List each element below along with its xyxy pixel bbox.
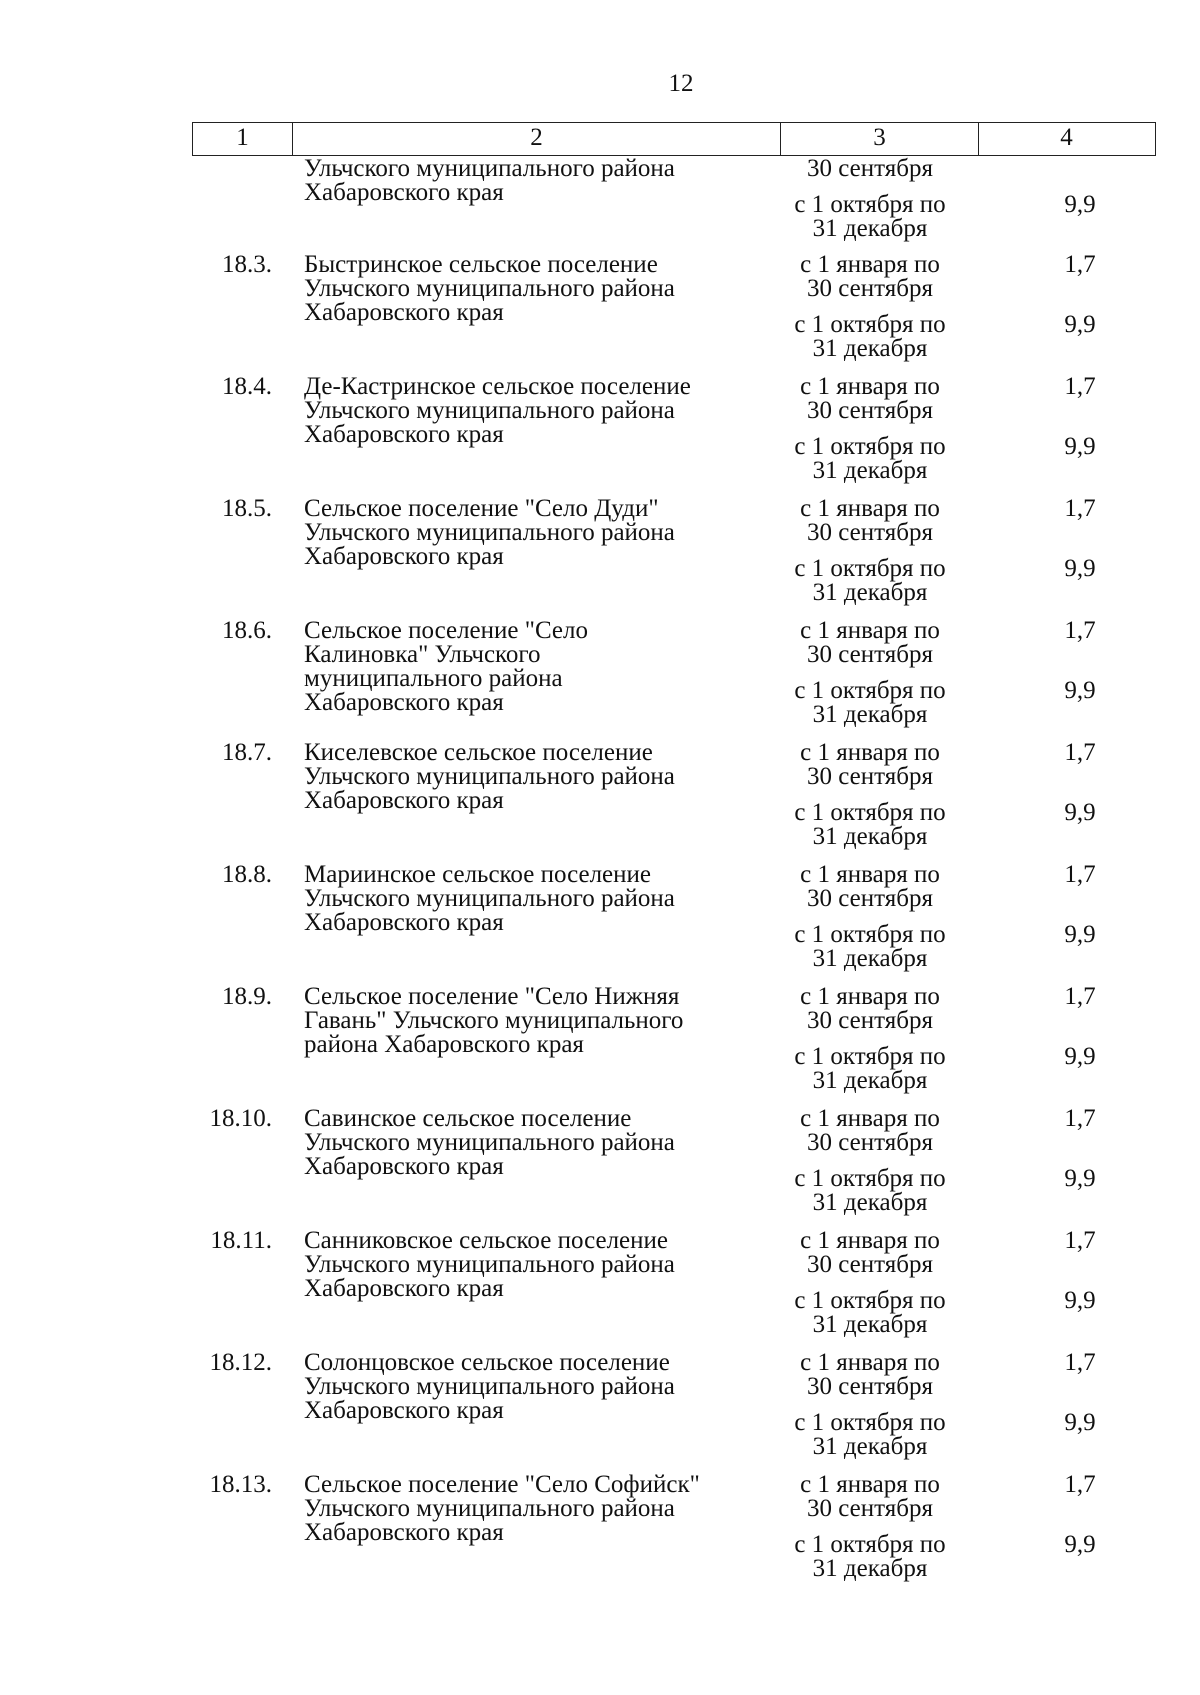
row-number: 18.7.	[222, 739, 272, 766]
period-1-line: 30 сентября	[807, 519, 933, 546]
column-header-2: 2	[293, 123, 781, 155]
period-1-line: с 1 января по	[800, 373, 940, 400]
column-header-3: 3	[781, 123, 979, 155]
period-1-line: с 1 января по	[800, 1227, 940, 1254]
settlement-name-line: Ульчского муниципального района	[304, 885, 675, 912]
rate-1: 1,7	[1064, 251, 1096, 278]
period-1-line: с 1 января по	[800, 739, 940, 766]
period-2-line: 31 декабря	[812, 1555, 928, 1582]
period-2-line: 31 декабря	[812, 701, 928, 728]
period-2-line: с 1 октября по	[794, 1287, 946, 1314]
period-1-line: 30 сентября	[807, 397, 933, 424]
row-number: 18.5.	[222, 495, 272, 522]
period-2-line: с 1 октября по	[794, 1043, 946, 1070]
rate-2: 9,9	[1064, 433, 1096, 460]
rate-1: 1,7	[1064, 983, 1096, 1010]
period-2-line: с 1 октября по	[794, 921, 946, 948]
rate-2: 9,9	[1064, 799, 1096, 826]
settlement-name-line: Хабаровского края	[304, 1519, 504, 1546]
rate-1: 1,7	[1064, 861, 1096, 888]
period-2-line: 31 декабря	[812, 945, 928, 972]
settlement-name-line: Сельское поселение "Село Софийск"	[304, 1471, 700, 1498]
settlement-name-line: Ульчского муниципального района	[304, 1495, 675, 1522]
settlement-name-line: Хабаровского края	[304, 421, 504, 448]
rate-2: 9,9	[1064, 1165, 1096, 1192]
page-number: 12	[668, 70, 694, 97]
period-1-line: 30 сентября	[807, 1251, 933, 1278]
settlement-name-line: Сельское поселение "Село	[304, 617, 589, 644]
period-2-line: 31 декабря	[812, 579, 928, 606]
period-2-line: с 1 октября по	[794, 1531, 946, 1558]
rate-2: 9,9	[1064, 311, 1096, 338]
continuation-name-line: Хабаровского края	[304, 179, 504, 206]
period-1-line: с 1 января по	[800, 495, 940, 522]
settlement-name-line: Быстринское сельское поселение	[304, 251, 658, 278]
continuation-period-2: с 1 октября по	[794, 191, 946, 218]
period-1-line: с 1 января по	[800, 251, 940, 278]
settlement-name-line: Савинское сельское поселение	[304, 1105, 632, 1132]
settlement-name-line: Сельское поселение "Село Дуди"	[304, 495, 659, 522]
period-1-line: 30 сентября	[807, 1495, 933, 1522]
period-2-line: 31 декабря	[812, 823, 928, 850]
continuation-name-line: Ульчского муниципального района	[304, 155, 675, 182]
settlement-name-line: Ульчского муниципального района	[304, 1251, 675, 1278]
settlement-name-line: Хабаровского края	[304, 787, 504, 814]
period-2-line: с 1 октября по	[794, 555, 946, 582]
column-header-4: 4	[1060, 124, 1073, 151]
period-2-line: с 1 октября по	[794, 311, 946, 338]
settlement-name-line: Хабаровского края	[304, 299, 504, 326]
period-1-line: 30 сентября	[807, 1129, 933, 1156]
period-2-line: с 1 октября по	[794, 1409, 946, 1436]
period-1-line: 30 сентября	[807, 1007, 933, 1034]
row-number: 18.9.	[222, 983, 272, 1010]
settlement-name-line: Ульчского муниципального района	[304, 763, 675, 790]
period-1-line: с 1 января по	[800, 983, 940, 1010]
continuation-period: 30 сентября	[807, 155, 933, 182]
rate-2: 9,9	[1064, 555, 1096, 582]
row-number: 18.4.	[222, 373, 272, 400]
row-number: 18.8.	[222, 861, 272, 888]
period-1-line: 30 сентября	[807, 763, 933, 790]
row-number: 18.13.	[209, 1471, 272, 1498]
settlement-name-line: Хабаровского края	[304, 1275, 504, 1302]
rate-1: 1,7	[1064, 1227, 1096, 1254]
rate-2: 9,9	[1064, 1531, 1096, 1558]
settlement-name-line: Ульчского муниципального района	[304, 519, 675, 546]
settlement-name-line: Де-Кастринское сельское поселение	[304, 373, 691, 400]
row-number: 18.12.	[209, 1349, 272, 1376]
settlement-name-line: Хабаровского края	[304, 689, 504, 716]
period-1-line: с 1 января по	[800, 1105, 940, 1132]
rate-1: 1,7	[1064, 617, 1096, 644]
rate-2: 9,9	[1064, 677, 1096, 704]
settlement-name-line: Сельское поселение "Село Нижняя	[304, 983, 680, 1010]
rate-2: 9,9	[1064, 1409, 1096, 1436]
rate-1: 1,7	[1064, 1105, 1096, 1132]
period-1-line: с 1 января по	[800, 1349, 940, 1376]
settlement-name-line: Калиновка" Ульчского	[304, 641, 541, 668]
settlement-name-line: района Хабаровского края	[304, 1031, 584, 1058]
period-2-line: 31 декабря	[812, 1189, 928, 1216]
settlement-name-line: Хабаровского края	[304, 909, 504, 936]
settlement-name-line: Гавань" Ульчского муниципального	[304, 1007, 684, 1034]
period-2-line: 31 декабря	[812, 1067, 928, 1094]
rate-2: 9,9	[1064, 1043, 1096, 1070]
period-2-line: с 1 октября по	[794, 799, 946, 826]
rate-1: 1,7	[1064, 1471, 1096, 1498]
period-2-line: 31 декабря	[812, 1433, 928, 1460]
settlement-name-line: Санниковское сельское поселение	[304, 1227, 668, 1254]
settlement-name-line: Киселевское сельское поселение	[304, 739, 653, 766]
period-2-line: 31 декабря	[812, 335, 928, 362]
row-number: 18.6.	[222, 617, 272, 644]
rate-2: 9,9	[1064, 1287, 1096, 1314]
settlement-name-line: Ульчского муниципального района	[304, 1373, 675, 1400]
settlement-name-line: Хабаровского края	[304, 543, 504, 570]
column-header-1: 1	[193, 123, 293, 155]
rate-2: 9,9	[1064, 921, 1096, 948]
settlement-name-line: Солонцовское сельское поселение	[304, 1349, 670, 1376]
period-1-line: с 1 января по	[800, 861, 940, 888]
period-1-line: 30 сентября	[807, 1373, 933, 1400]
period-2-line: с 1 октября по	[794, 1165, 946, 1192]
period-1-line: с 1 января по	[800, 1471, 940, 1498]
settlement-name-line: Хабаровского края	[304, 1153, 504, 1180]
period-2-line: с 1 октября по	[794, 677, 946, 704]
settlement-name-line: Хабаровского края	[304, 1397, 504, 1424]
period-2-line: с 1 октября по	[794, 433, 946, 460]
row-number: 18.11.	[210, 1227, 272, 1254]
settlement-name-line: Ульчского муниципального района	[304, 1129, 675, 1156]
rate-1: 1,7	[1064, 739, 1096, 766]
settlement-name-line: Ульчского муниципального района	[304, 275, 675, 302]
continuation-period-2: 31 декабря	[812, 215, 928, 242]
row-number: 18.10.	[209, 1105, 272, 1132]
settlement-name-line: Ульчского муниципального района	[304, 397, 675, 424]
period-1-line: 30 сентября	[807, 275, 933, 302]
rate-1: 1,7	[1064, 1349, 1096, 1376]
settlement-name-line: муниципального района	[304, 665, 563, 692]
settlement-name-line: Мариинское сельское поселение	[304, 861, 652, 888]
rate-1: 1,7	[1064, 495, 1096, 522]
period-1-line: с 1 января по	[800, 617, 940, 644]
continuation-rate: 9,9	[1064, 191, 1096, 218]
period-2-line: 31 декабря	[812, 1311, 928, 1338]
row-number: 18.3.	[222, 251, 272, 278]
period-2-line: 31 декабря	[812, 457, 928, 484]
period-1-line: 30 сентября	[807, 641, 933, 668]
period-1-line: 30 сентября	[807, 885, 933, 912]
rate-1: 1,7	[1064, 373, 1096, 400]
